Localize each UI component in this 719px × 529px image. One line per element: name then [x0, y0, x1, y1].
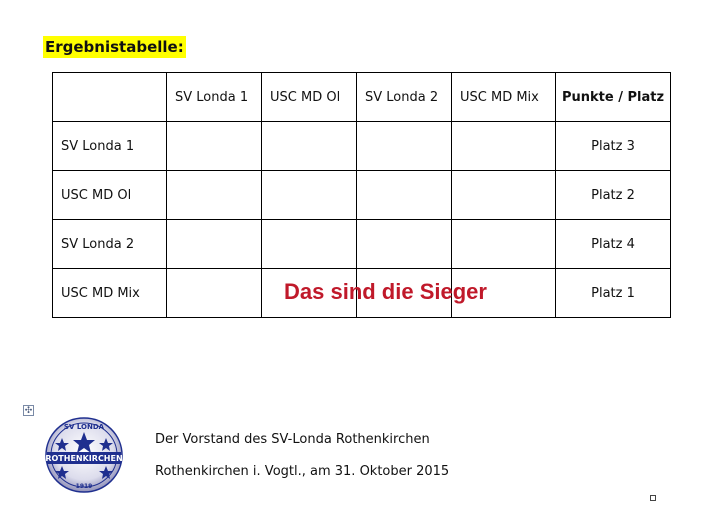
empty-cell — [357, 122, 452, 171]
result-cell: Platz 4 — [556, 220, 671, 269]
winner-annotation: Das sind die Sieger — [284, 279, 487, 304]
table-header-row — [53, 73, 671, 122]
team-cell: SV Londa 1 — [53, 122, 167, 171]
table-row — [53, 171, 671, 220]
logo-band-text: ROTHENKIRCHEN — [45, 454, 123, 463]
empty-cell — [452, 220, 556, 269]
header-cell-empty — [53, 73, 167, 122]
header-cell — [452, 73, 556, 122]
table-heading: Ergebnistabelle: — [45, 38, 184, 56]
header-label: USC MD Ol — [270, 89, 341, 105]
empty-cell — [262, 220, 357, 269]
table-row — [53, 220, 671, 269]
empty-cell — [357, 171, 452, 220]
header-label: USC MD Mix — [460, 89, 539, 105]
logo-year-text: 1919 — [75, 483, 93, 490]
footer-board-line: Der Vorstand des SV-Londa Rothenkirchen — [155, 432, 430, 447]
header-label: Punkte / Platz — [561, 89, 665, 105]
table-row — [53, 122, 671, 171]
header-cell — [357, 73, 452, 122]
footer-date-line: Rothenkirchen i. Vogtl., am 31. Oktober 2015 — [155, 464, 450, 479]
header-cell — [262, 73, 357, 122]
header-label: SV Londa 1 — [175, 89, 249, 105]
logo-top-text: SV LONDA — [63, 423, 105, 431]
result-cell: Platz 2 — [556, 171, 671, 220]
empty-cell — [357, 220, 452, 269]
header-label: SV Londa 2 — [365, 89, 439, 105]
club-logo — [44, 416, 124, 494]
end-of-cell-mark-icon — [650, 495, 656, 501]
team-cell: USC MD Ol — [53, 171, 167, 220]
empty-cell — [167, 122, 262, 171]
empty-cell — [167, 269, 262, 318]
team-cell: USC MD Mix — [53, 269, 167, 318]
empty-cell — [167, 171, 262, 220]
header-cell — [167, 73, 262, 122]
empty-cell — [167, 220, 262, 269]
header-cell-points — [556, 73, 671, 122]
result-cell: Platz 1 — [556, 269, 671, 318]
table-move-handle-icon[interactable]: ✣ — [24, 406, 33, 416]
empty-cell — [262, 171, 357, 220]
team-cell: SV Londa 2 — [53, 220, 167, 269]
empty-cell — [262, 122, 357, 171]
empty-cell — [452, 171, 556, 220]
empty-cell — [452, 122, 556, 171]
result-cell: Platz 3 — [556, 122, 671, 171]
